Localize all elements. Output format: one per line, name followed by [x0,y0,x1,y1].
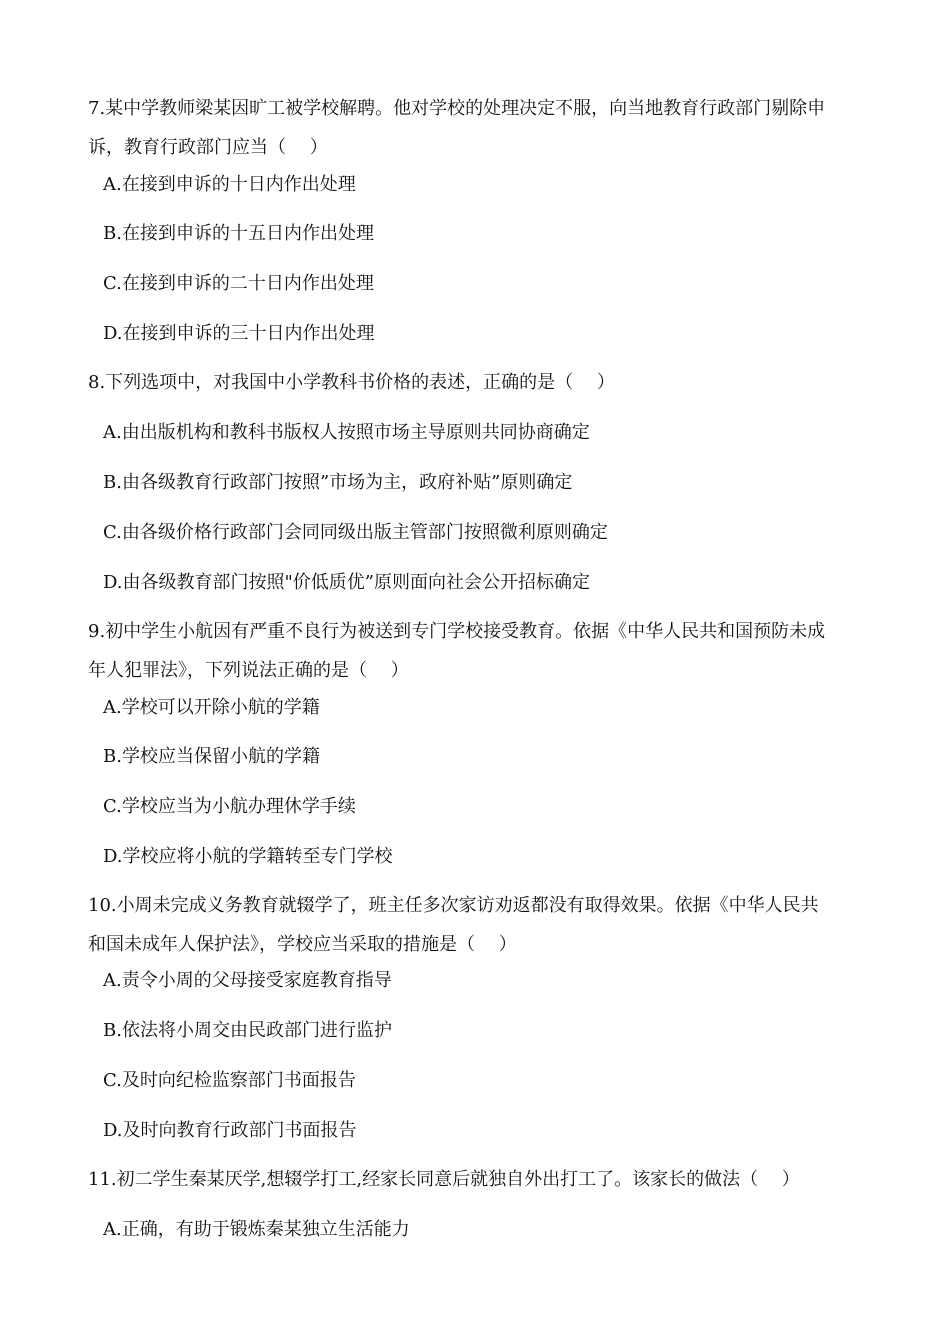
question-10-stem-line-2: 和国未成年人保护法》，学校应当采取的措施是（ ） [88,934,517,955]
question-7-option-a: A.在接到申诉的十日内作出处理 [103,174,356,195]
question-11-stem-line-1: 11.初二学生秦某厌学,想辍学打工,经家长同意后就独自外出打工了。该家长的做法（ ） [88,1169,800,1190]
question-9-option-b: B.学校应当保留小航的学籍 [103,746,320,767]
question-7-option-d: D.在接到申诉的三十日内作出处理 [103,323,375,344]
question-10-stem-line-1: 10.小周未完成义务教育就辍学了，班主任多次家访劝返都没有取得效果。依据《中华人民共 [88,895,819,916]
question-7-stem-line-2: 诉，教育行政部门应当（ ） [88,137,328,158]
question-11-option-a: A.正确，有助于锻炼秦某独立生活能力 [103,1219,410,1240]
question-7-option-b: B.在接到申诉的十五日内作出处理 [103,223,374,244]
question-7-option-c: C.在接到申诉的二十日内作出处理 [103,273,374,294]
question-9-stem-line-2: 年人犯罪法》，下列说法正确的是（ ） [88,660,409,681]
question-10-option-b: B.依法将小周交由民政部门进行监护 [103,1020,392,1041]
question-9-option-d: D.学校应将小航的学籍转至专门学校 [103,846,393,867]
question-10-option-a: A.责令小周的父母接受家庭教育指导 [103,970,392,991]
question-10-option-d: D.及时向教育行政部门书面报告 [103,1120,357,1141]
question-8-option-c: C.由各级价格行政部门会同同级出版主管部门按照微利原则确定 [103,522,608,543]
question-7-stem-line-1: 7.某中学教师梁某因旷工被学校解聘。他对学校的处理决定不服，向当地教育行政部门剔除申 [88,98,826,119]
question-9-option-c: C.学校应当为小航办理休学手续 [103,796,356,817]
question-9-option-a: A.学校可以开除小航的学籍 [103,697,320,718]
question-8-option-a: A.由出版机构和教科书版权人按照市场主导原则共同协商确定 [103,422,590,443]
question-8-stem-line-1: 8.下列选项中，对我国中小学教科书价格的表述，正确的是（ ） [88,372,615,393]
question-8-option-d: D.由各级教育部门按照"价低质优”原则面向社会公开招标确定 [103,572,590,593]
question-10-option-c: C.及时向纪检监察部门书面报告 [103,1070,356,1091]
question-8-option-b: B.由各级教育行政部门按照”市场为主，政府补贴”原则确定 [103,472,573,493]
question-9-stem-line-1: 9.初中学生小航因有严重不良行为被送到专门学校接受教育。依据《中华人民共和国预防未成 [88,621,826,642]
